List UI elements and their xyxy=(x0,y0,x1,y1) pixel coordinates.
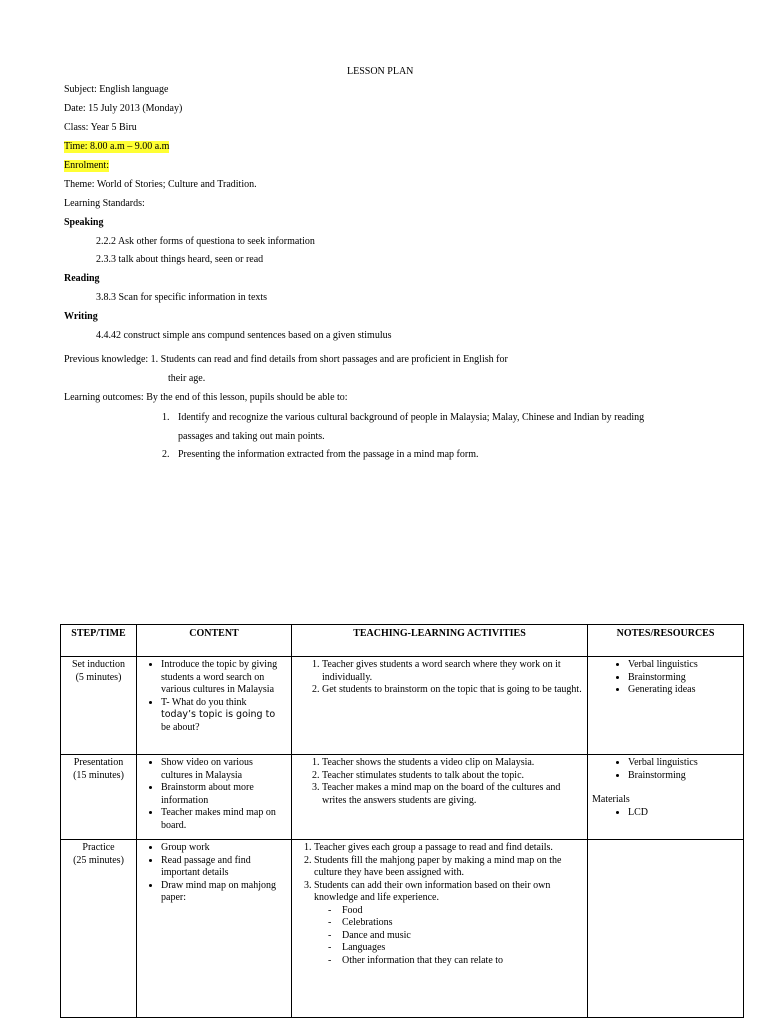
sub-item: - Celebrations xyxy=(342,917,583,930)
sub-item: - Food xyxy=(342,905,583,918)
theme-line: Theme: World of Stories; Culture and Tradition. xyxy=(64,179,257,190)
writing-heading: Writing xyxy=(64,311,98,322)
step-name: Practice xyxy=(82,842,115,853)
column-header-activities: TEACHING-LEARNING ACTIVITIES xyxy=(292,625,588,657)
note-item: • Brainstorming xyxy=(628,770,739,783)
reading-heading: Reading xyxy=(64,273,100,284)
time-line: Time: 8.00 a.m – 9.00 a.m xyxy=(64,141,170,152)
notes-cell xyxy=(588,657,744,755)
content-cell xyxy=(137,755,292,840)
outcome-number: 2. xyxy=(162,449,170,460)
note-item: • Verbal linguistics xyxy=(628,659,739,672)
activity-item: 2. Teacher stimulates students to talk about the topic. xyxy=(322,770,583,783)
column-header-notes: NOTES/RESOURCES xyxy=(588,625,744,657)
column-header-step-time: STEP/TIME xyxy=(61,625,137,657)
activity-item: 2. Get students to brainstorm on the topic that is going to be taught. xyxy=(322,684,583,697)
activity-item: 3. Teacher makes a mind map on the board of the cultures and writes the answers students are giving. xyxy=(322,782,583,807)
content-item: • Introduce the topic by giving students a word search on various cultures in Malaysia xyxy=(161,659,287,697)
speaking-heading: Speaking xyxy=(64,217,104,228)
sub-item: - Other information that they can relate to xyxy=(342,955,583,968)
step-time-cell xyxy=(61,840,137,1018)
step-duration: (15 minutes) xyxy=(73,769,124,781)
content-item-text: T- What do you think xyxy=(161,696,247,708)
table-row xyxy=(61,755,744,840)
class-line: Class: Year 5 Biru xyxy=(64,122,137,133)
speaking-standard: 2.2.2 Ask other forms of questiona to seek information xyxy=(96,236,315,247)
notes-cell xyxy=(588,755,744,840)
note-item: • Brainstorming xyxy=(628,672,739,685)
content-item: • Show video on various cultures in Malaysia xyxy=(161,757,287,782)
material-item: • LCD xyxy=(628,807,739,820)
reading-standard: 3.8.3 Scan for specific information in texts xyxy=(96,292,268,303)
outcome-text: Identify and recognize the various cultural background of people in Malaysia; Malay, Chinese and Indian by reading xyxy=(178,412,645,423)
subject-line: Subject: English language xyxy=(64,84,169,95)
step-time-cell xyxy=(61,755,137,840)
learning-outcomes-intro: Learning outcomes: By the end of this lesson, pupils should be able to: xyxy=(64,392,348,403)
content-item: • Teacher makes mind map on board. xyxy=(161,807,287,832)
outcome-text-continuation: passages and taking out main points. xyxy=(178,431,325,442)
activity-item: 2. Students fill the mahjong paper by making a mind map on the culture they have been assigned with. xyxy=(314,855,583,880)
content-item: • Draw mind map on mahjong paper: xyxy=(161,880,287,905)
speaking-standard: 2.3.3 talk about things heard, seen or read xyxy=(96,254,264,265)
content-cell xyxy=(137,840,292,1018)
activity-item xyxy=(314,880,583,968)
page-title: LESSON PLAN xyxy=(347,66,414,77)
materials-label: Materials xyxy=(592,794,630,805)
sub-item: - Languages xyxy=(342,942,583,955)
table-row xyxy=(61,840,744,1018)
learning-standards-label: Learning Standards: xyxy=(64,198,145,209)
note-item: • Verbal linguistics xyxy=(628,757,739,770)
content-item xyxy=(161,697,287,735)
table-header-row xyxy=(61,625,744,657)
activity-item-text: Students can add their own information based on their own knowledge and life experience. xyxy=(314,879,551,903)
content-item: • Read passage and find important details xyxy=(161,855,287,880)
enrolment-line: Enrolment: xyxy=(64,160,109,171)
sub-item: - Dance and music xyxy=(342,930,583,943)
step-duration: (5 minutes) xyxy=(75,671,122,683)
table-row xyxy=(61,657,744,755)
step-name: Set induction xyxy=(71,659,126,670)
note-item: • Generating ideas xyxy=(628,684,739,697)
activity-item: 1. Teacher gives students a word search where they work on it individually. xyxy=(322,659,583,684)
notes-cell xyxy=(588,840,744,1018)
step-name: Presentation xyxy=(73,757,124,768)
content-item: • Group work xyxy=(161,842,287,855)
activities-cell xyxy=(292,755,588,840)
content-item-text: today’s topic is going to xyxy=(161,709,276,720)
step-duration: (25 minutes) xyxy=(73,854,124,866)
content-item: • Brainstorm about more information xyxy=(161,782,287,807)
outcome-text: Presenting the information extracted from the passage in a mind map form. xyxy=(178,449,479,460)
activity-item: 1. Teacher shows the students a video clip on Malaysia. xyxy=(322,757,583,770)
activity-item: 1. Teacher gives each group a passage to read and find details. xyxy=(314,842,583,855)
outcome-number: 1. xyxy=(162,412,170,423)
date-line: Date: 15 July 2013 (Monday) xyxy=(64,103,183,114)
previous-knowledge: Previous knowledge: 1. Students can read and find details from short passages and are proficient in English for xyxy=(64,354,508,365)
activities-cell xyxy=(292,840,588,1018)
column-header-content: CONTENT xyxy=(137,625,292,657)
step-time-cell xyxy=(61,657,137,755)
writing-standard: 4.4.42 construct simple ans compund sentences based on a given stimulus xyxy=(96,330,392,341)
previous-knowledge-continuation: their age. xyxy=(168,373,206,384)
content-item-text: be about? xyxy=(161,721,200,733)
content-cell xyxy=(137,657,292,755)
lesson-table xyxy=(60,624,744,1018)
activities-cell xyxy=(292,657,588,755)
